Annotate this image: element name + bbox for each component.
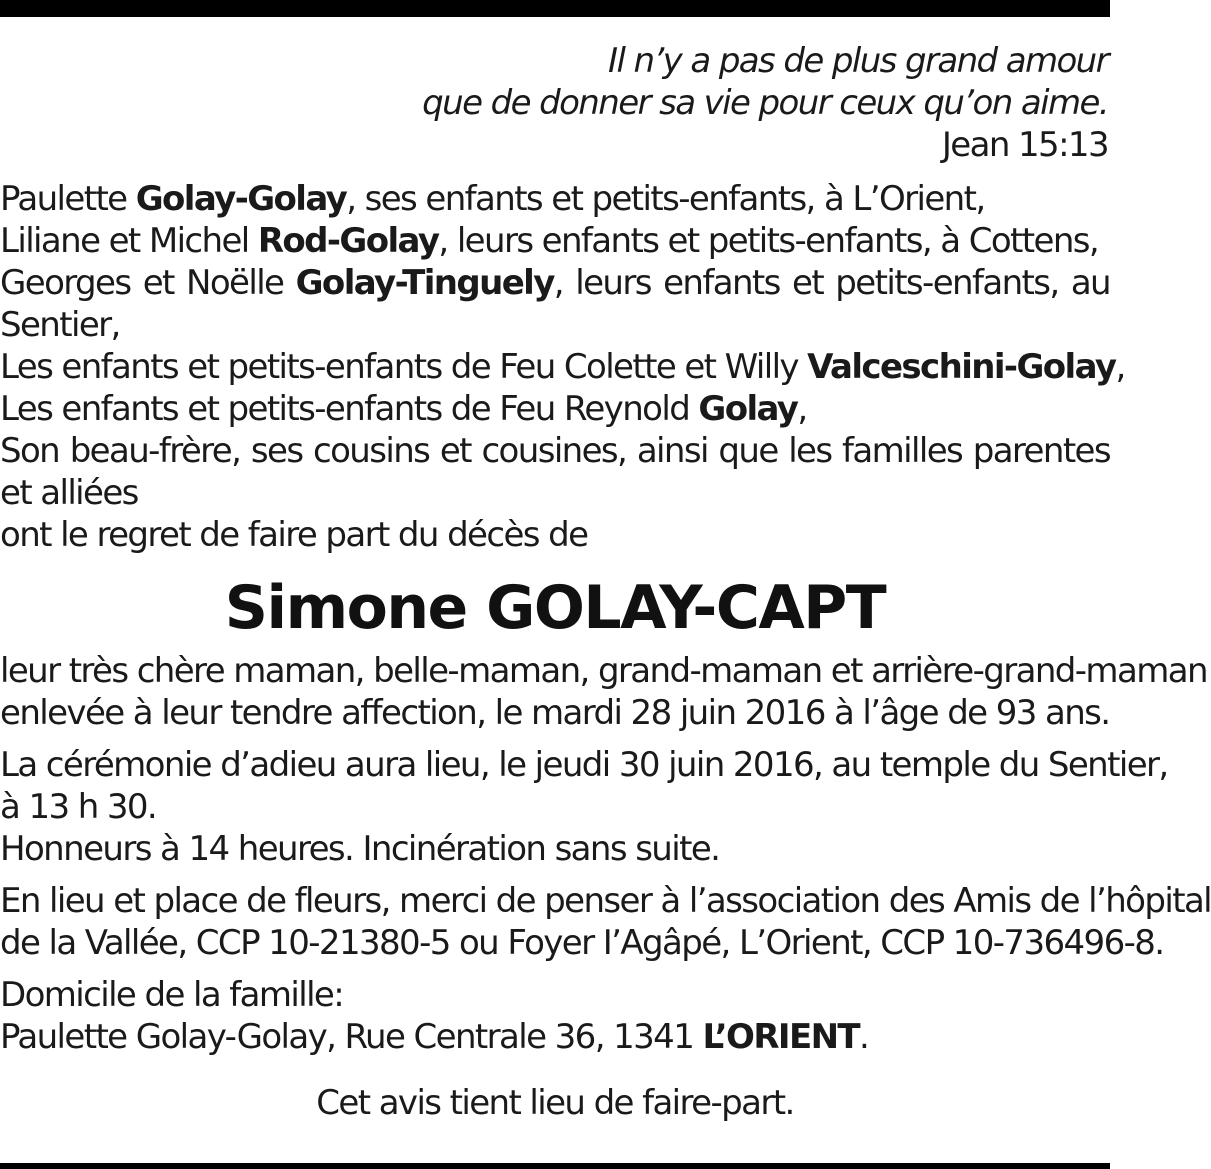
family-prefix: Georges et Noëlle (0, 263, 296, 303)
family-line (0, 220, 1110, 262)
relation-line: enlevée à leur tendre affection, le mardi 28 juin 2016 à l’âge de 93 ans. (0, 693, 1110, 733)
ceremony-line: La cérémonie d’adieu aura lieu, le jeudi 30 juin 2016, au temple du Sentier, (0, 745, 1168, 785)
domicile-address-text: Paulette Golay-Golay, Rue Centrale 36, 1341 (0, 1017, 703, 1057)
relatives-line: Son beau-frère, ses cousins et cousines, ainsi que les familles parentes et alliées (0, 431, 1110, 513)
family-name: Golay-Golay (135, 179, 347, 219)
ceremony-paragraph (0, 744, 1168, 870)
epigraph-reference: Jean 15:13 (941, 125, 1108, 165)
ceremony-line: Honneurs à 14 heures. Incinération sans suite. (0, 829, 720, 869)
donation-line: de la Vallée, CCP 10-21380-5 ou Foyer I’Agâpé, L’Orient, CCP 10-736496-8. (0, 923, 1164, 963)
domicile-address (0, 1016, 1110, 1058)
epigraph (0, 40, 1110, 166)
deceased-name: Simone GOLAY-CAPT (224, 573, 886, 643)
family-line (0, 262, 1110, 346)
domicile-paragraph (0, 974, 1110, 1058)
family-suffix: , (1115, 347, 1125, 387)
relation-line: leur très chère maman, belle-maman, grand-maman et arrière-grand-maman (0, 651, 1207, 691)
bottom-border-rule (0, 1163, 1110, 1169)
donation-paragraph (0, 880, 1211, 964)
family-prefix: Les enfants et petits-enfants de Feu Reynold (0, 389, 699, 429)
family-name: Valceschini-Golay (807, 347, 1116, 387)
domicile-address-end: . (859, 1017, 869, 1057)
relation-paragraph (0, 650, 1207, 734)
family-suffix: , leurs enfants et petits-enfants, à Cottens, (438, 221, 1099, 261)
family-suffix: , leurs enfants et petits-enfants, au Sentier, (0, 263, 1111, 345)
family-line (0, 346, 1125, 388)
family-suffix: , (797, 389, 807, 429)
family-line (0, 178, 1110, 220)
family-name: Rod-Golay (257, 221, 439, 261)
family-name: Golay (698, 389, 798, 429)
family-prefix: Les enfants et petits-enfants de Feu Colette et Willy (0, 347, 808, 387)
epigraph-line: Il n’y a pas de plus grand amour (608, 41, 1108, 81)
family-name: Golay-Tinguely (295, 263, 554, 303)
obituary-notice (0, 40, 1211, 1124)
family-suffix: , ses enfants et petits-enfants, à L’Orient, (346, 179, 985, 219)
ceremony-line: à 13 h 30. (0, 787, 157, 827)
family-prefix: Paulette (0, 179, 136, 219)
domicile-label: Domicile de la famille: (0, 975, 344, 1015)
family-list (0, 178, 1125, 556)
domicile-city: L’ORIENT (702, 1017, 860, 1057)
epigraph-line: que de donner sa vie pour ceux qu’on aime. (422, 83, 1108, 123)
top-border-rule (0, 0, 1110, 17)
regret-line: ont le regret de faire part du décès de (0, 515, 588, 555)
family-prefix: Liliane et Michel (0, 221, 258, 261)
family-line (0, 388, 1110, 430)
donation-line: En lieu et place de fleurs, merci de penser à l’association des Amis de l’hôpital (0, 881, 1211, 921)
closing-note: Cet avis tient lieu de faire-part. (316, 1083, 794, 1123)
